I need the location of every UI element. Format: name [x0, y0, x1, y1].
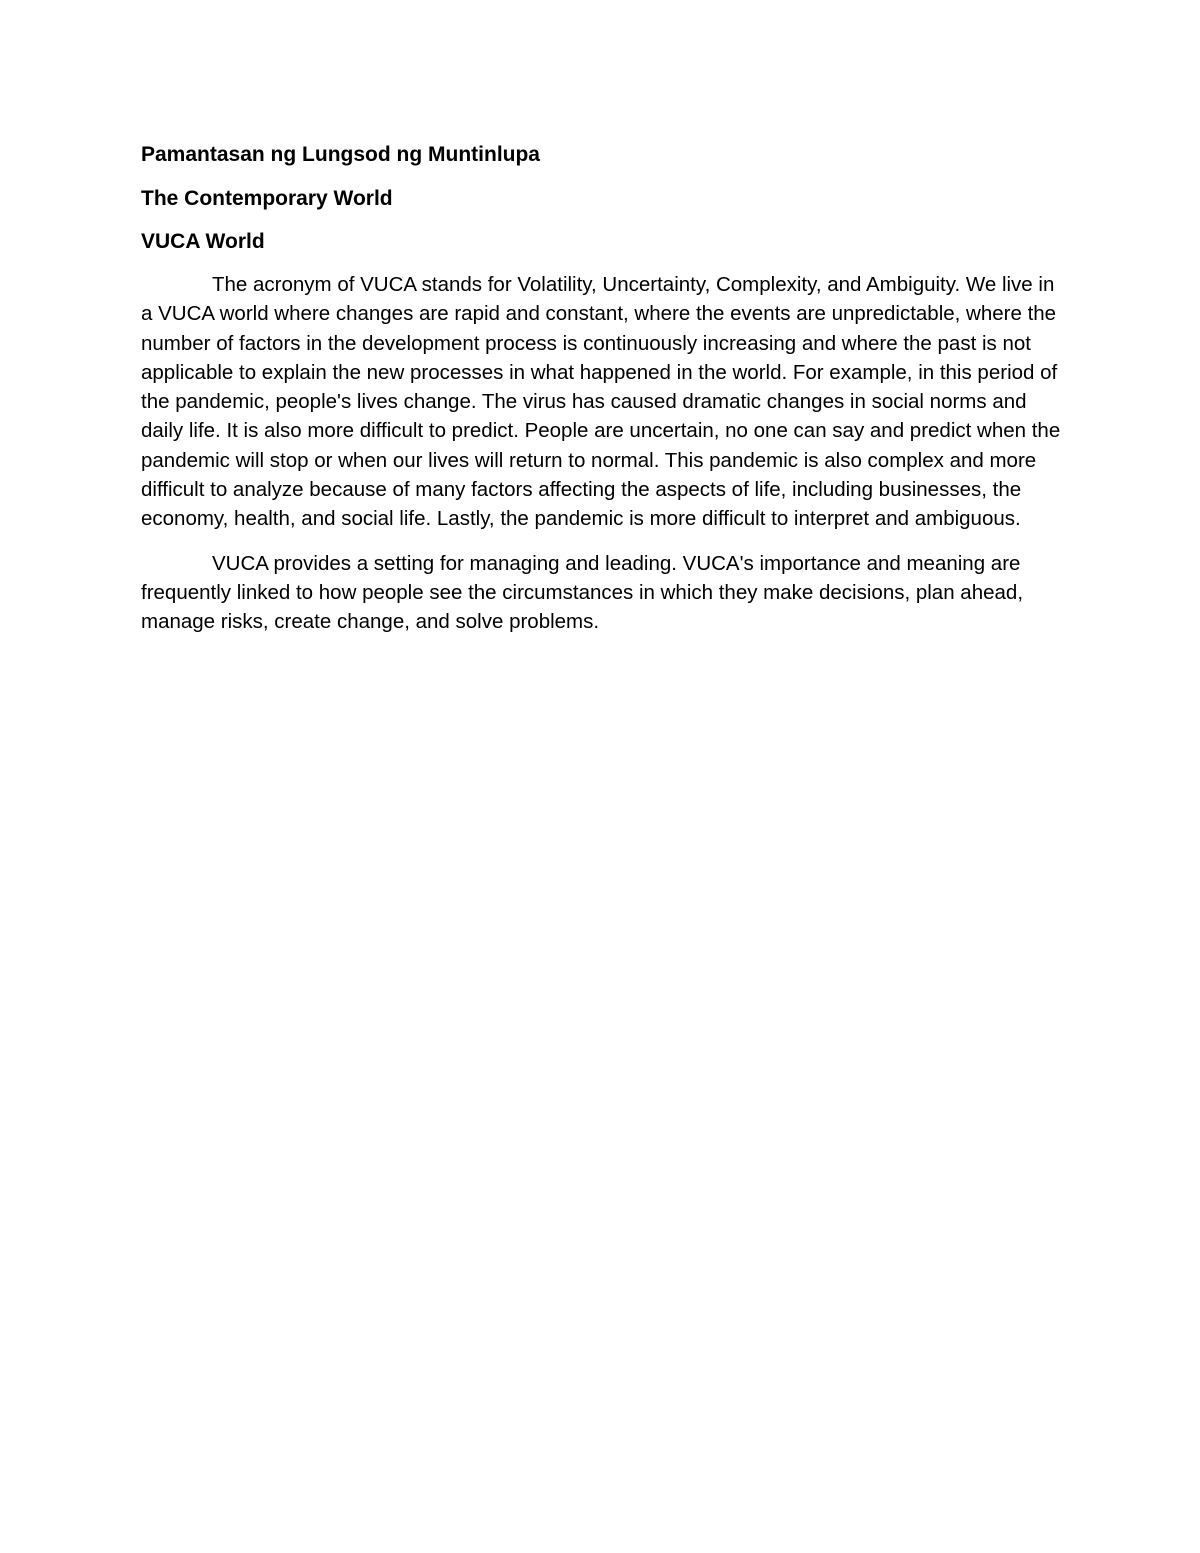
body-paragraph-2: VUCA provides a setting for managing and leading. VUCA's importance and meaning are frequently linked to how people see the circumstances in which they make decisions, plan ahead, manage risks, create change, and solve problems.	[141, 551, 1024, 634]
document-body	[141, 140, 1066, 637]
course-title-heading: The Contemporary World	[141, 187, 393, 210]
school-name-heading: Pamantasan ng Lungsod ng Muntinlupa	[141, 143, 540, 166]
topic-title-heading: VUCA World	[141, 230, 265, 253]
body-paragraph-1: The acronym of VUCA stands for Volatility, Uncertainty, Complexity, and Ambiguity. We live in a VUCA world where changes are rapid and constant, where the events are unpredictable, where the number of factors in the development process is continuously increasing and where the past is not applicable to explain the new processes in what happened in the world. For example, in this period of the pandemic, people's lives change. The virus has caused dramatic changes in social norms and daily life. It is also more difficult to predict. People are uncertain, no one can say and predict when the pandemic will stop or when our lives will return to normal. This pandemic is also complex and more difficult to analyze because of many factors affecting the aspects of life, including businesses, the economy, health, and social life. Lastly, the pandemic is more difficult to interpret and ambiguous.	[141, 273, 1061, 531]
